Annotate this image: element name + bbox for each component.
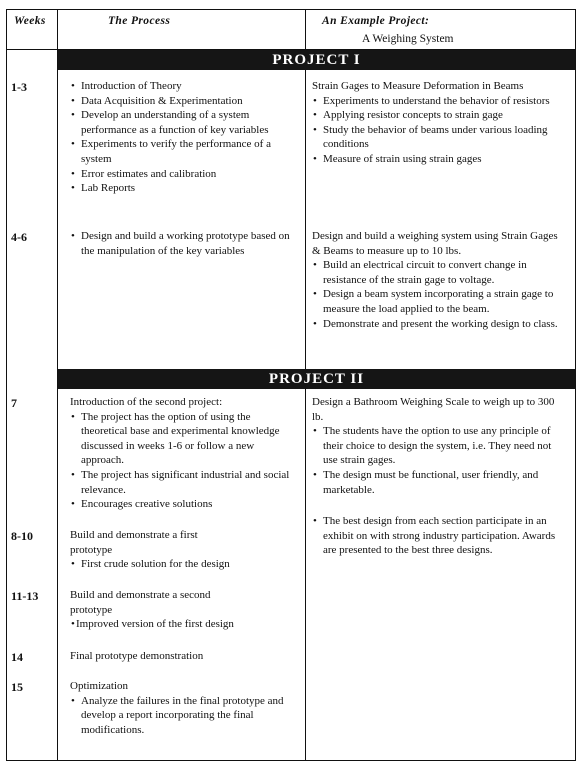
example-item: • Experiments to understand the behavior of resistors	[312, 94, 552, 109]
example-intro: Design and build a weighing system using Strain Gages & Beams to measure up to 10 lbs.	[312, 230, 558, 257]
example-cell-1-3	[312, 79, 552, 167]
example-item: • The best design from each section participate in an exhibit on with strong industry participation. Awards are presented to the best three designs.	[312, 514, 557, 558]
process-item: • Analyze the failures in the final prototype and develop a report incorporating the final modifications.	[70, 694, 285, 738]
example-item: • The design must be functional, user friendly, and marketable.	[312, 468, 562, 497]
process-item: • Data Acquisition & Experimentation	[70, 94, 290, 109]
example-item: • Demonstrate and present the working design to class.	[312, 317, 562, 332]
process-item: • Error estimates and calibration	[70, 167, 290, 182]
week-label-7: 7	[11, 396, 17, 410]
process-item: • The project has significant industrial and social relevance.	[70, 468, 298, 497]
week-label-15: 15	[11, 680, 23, 694]
bottom-border	[6, 760, 575, 761]
process-cell-4-6	[70, 229, 290, 258]
process-item: • Encourages creative solutions	[70, 497, 298, 512]
example-intro: Design a Bathroom Weighing Scale to weigh up to 300 lb.	[312, 396, 555, 423]
process-item: • Lab Reports	[70, 181, 290, 196]
example-item: • Measure of strain using strain gages	[312, 152, 552, 167]
example-item: • The students have the option to use any principle of their choice to design the system, i.e. They need not use strain gages.	[312, 424, 562, 468]
project-1-band: PROJECT I	[58, 50, 575, 70]
process-cell-14	[70, 649, 290, 664]
left-border	[6, 9, 7, 761]
process-cell-1-3	[70, 79, 290, 196]
process-intro: Optimization	[70, 680, 129, 692]
top-border	[6, 9, 575, 10]
process-item: • Improved version of the first design	[70, 617, 270, 632]
process-cell-8-10	[70, 528, 240, 572]
process-intro: Build and demonstrate a second prototype	[70, 589, 211, 616]
process-cell-7	[70, 395, 298, 512]
process-item: • First crude solution for the design	[70, 557, 240, 572]
week-label-4-6: 4-6	[11, 230, 27, 244]
week-label-8-10: 8-10	[11, 529, 33, 543]
example-item: • Applying resistor concepts to strain gage	[312, 108, 552, 123]
process-item: • The project has the option of using the theoretical base and experimental knowledge discussed in weeks 1-6 or follow a new approach.	[70, 410, 298, 468]
example-header: An Example Project:	[322, 15, 430, 27]
process-cell-11-13	[70, 588, 270, 632]
process-intro: Introduction of the second project:	[70, 396, 223, 408]
process-item: • Design and build a working prototype based on the manipulation of the key variables	[70, 229, 290, 258]
process-item: • Experiments to verify the performance of a system	[70, 137, 290, 166]
example-subheader: A Weighing System	[362, 33, 454, 45]
example-item: • Build an electrical circuit to convert change in resistance of the strain gage to voltage.	[312, 258, 562, 287]
example-item: • Study the behavior of beams under various loading conditions	[312, 123, 552, 152]
process-intro: Final prototype demonstration	[70, 650, 204, 662]
weeks-header: Weeks	[14, 15, 46, 27]
week-label-14: 14	[11, 650, 23, 664]
project-2-band: PROJECT II	[58, 369, 575, 389]
example-item: • Design a beam system incorporating a strain gage to measure the load applied to the beam.	[312, 287, 562, 316]
week-label-11-13: 11-13	[11, 589, 39, 603]
process-header: The Process	[108, 15, 171, 27]
example-intro: Strain Gages to Measure Deformation in Beams	[312, 80, 524, 92]
example-cell-8-10	[312, 514, 557, 558]
right-border	[575, 9, 576, 761]
example-cell-4-6	[312, 229, 562, 331]
process-intro: Build and demonstrate a first prototype	[70, 529, 198, 556]
process-item: • Develop an understanding of a system performance as a function of key variables	[70, 108, 290, 137]
process-cell-15	[70, 679, 285, 737]
week-label-1-3: 1-3	[11, 80, 27, 94]
example-cell-7	[312, 395, 562, 497]
process-item: • Introduction of Theory	[70, 79, 290, 94]
